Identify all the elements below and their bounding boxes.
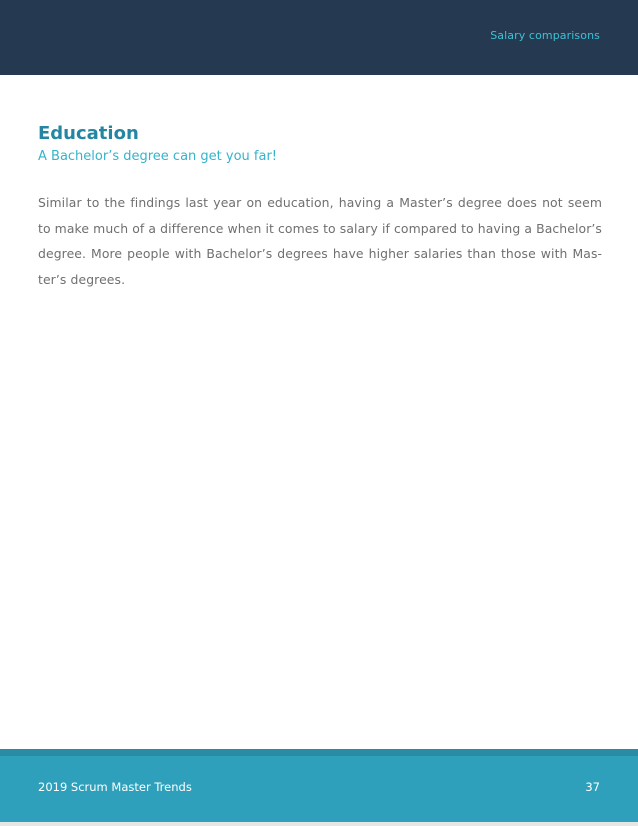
body-paragraph: Similar to the findings last year on education, having a Master’s degree does not seem to make much of a difference when it comes to salary if compared to having a Bachelor’s degree. More people with Bachelor’s degrees have higher salaries than those with Master’s degrees. [38, 195, 602, 287]
page-header [0, 0, 638, 75]
page-subtitle: A Bachelor’s degree can get you far! [38, 149, 278, 164]
page-footer [0, 756, 638, 822]
page-title: Education [38, 123, 139, 144]
page-number: 37 [585, 780, 600, 794]
footer-divider [0, 749, 638, 756]
page-edge [0, 822, 638, 826]
main-content [38, 121, 602, 292]
section-label: Salary comparisons [490, 29, 600, 42]
publication-title: 2019 Scrum Master Trends [38, 780, 192, 794]
